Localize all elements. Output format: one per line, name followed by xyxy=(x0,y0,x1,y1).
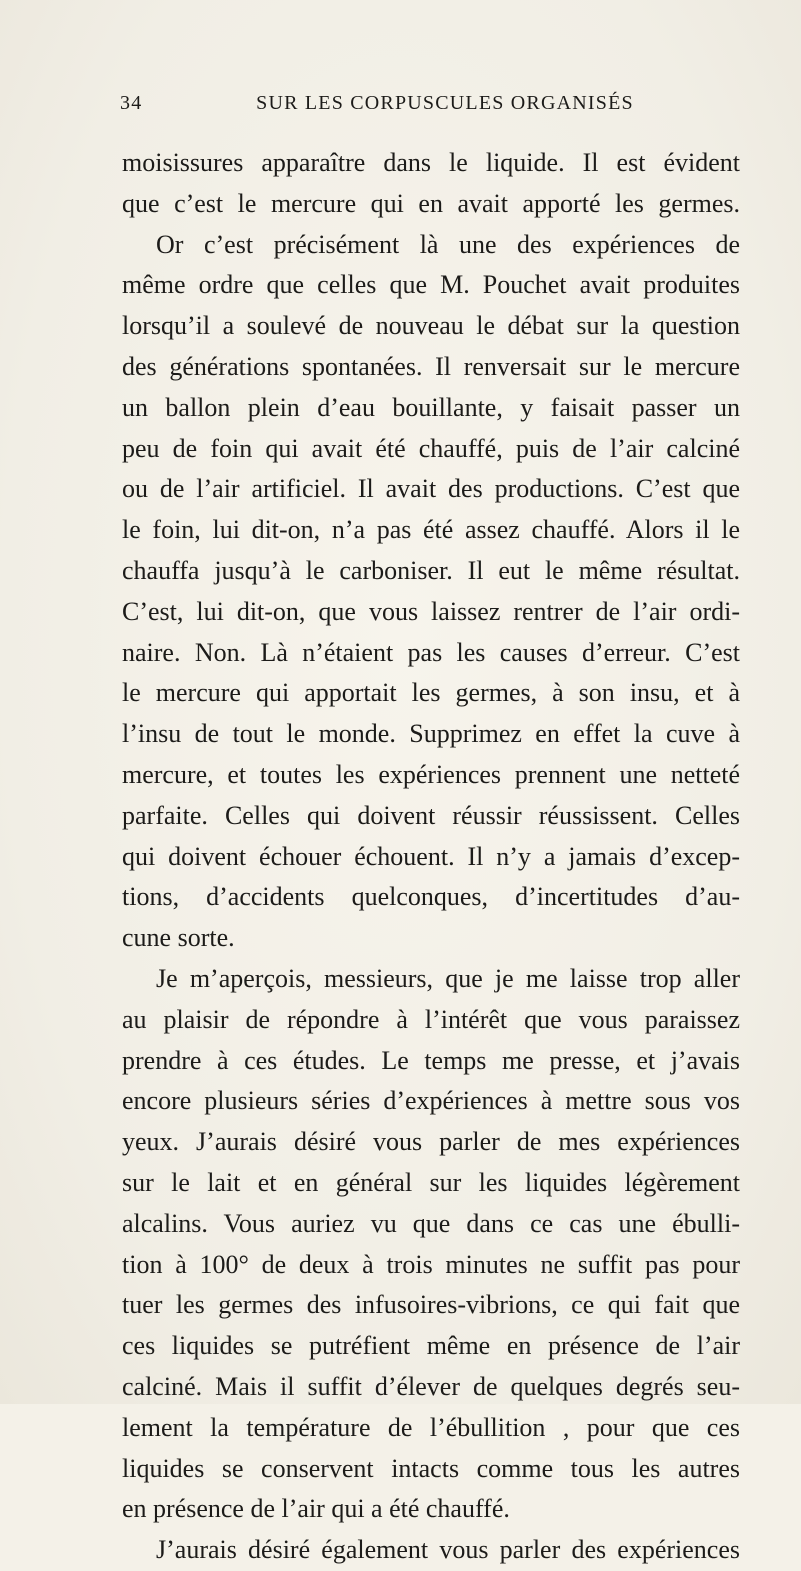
text-line: le mercure qui apportait les germes, à son insu, et à xyxy=(122,678,740,708)
text-line: liquides se conservent intacts comme tous les autres xyxy=(122,1453,740,1483)
text-line: ces liquides se putréfient même en présence de l’air xyxy=(122,1331,740,1361)
text-line: Je m’aperçois, messieurs, que je me laisse trop aller xyxy=(156,963,740,993)
text-line: l’insu de tout le monde. Supprimez en effet la cuve à xyxy=(122,719,740,749)
text-line: chauffa jusqu’à le carboniser. Il eut le même résultat. xyxy=(122,555,740,585)
text-line: tuer les germes des infusoires-vibrions, ce qui fait que xyxy=(122,1290,740,1320)
text-line: tions, d’accidents quelconques, d’incertitudes d’au- xyxy=(122,882,740,912)
text-line: un ballon plein d’eau bouillante, y faisait passer un xyxy=(122,392,740,422)
text-line: le foin, lui dit-on, n’a pas été assez chauffé. Alors il le xyxy=(122,515,740,545)
text-line: alcalins. Vous auriez vu que dans ce cas une ébulli- xyxy=(122,1208,740,1238)
text-line: yeux. J’aurais désiré vous parler de mes expériences xyxy=(122,1127,740,1157)
text-line: moisissures apparaître dans le liquide. Il est évident xyxy=(122,148,740,177)
text-line: Or c’est précisément là une des expériences de xyxy=(156,229,740,259)
text-line: au plaisir de répondre à l’intérêt que vous paraissez xyxy=(122,1004,740,1034)
body-text xyxy=(122,143,740,1571)
text-line: mercure, et toutes les expériences prennent une netteté xyxy=(122,759,740,789)
text-line: encore plusieurs séries d’expériences à mettre sous vos xyxy=(122,1086,740,1116)
text-line: sur le lait et en général sur les liquides légèrement xyxy=(122,1167,740,1197)
text-line: des générations spontanées. Il renversait sur le mercure xyxy=(122,351,740,381)
text-line: lement la température de l’ébullition , pour que ces xyxy=(122,1412,740,1442)
page-header xyxy=(120,92,740,122)
text-line: naire. Non. Là n’étaient pas les causes d’erreur. C’est xyxy=(122,637,740,667)
text-line: cune sorte. xyxy=(122,923,235,953)
text-line: que c’est le mercure qui en avait apporté les germes. xyxy=(122,188,740,218)
text-line: parfaite. Celles qui doivent réussir réussissent. Celles xyxy=(122,800,740,830)
text-line: calciné. Mais il suffit d’élever de quelques degrés seu- xyxy=(122,1371,740,1401)
text-line: qui doivent échouer échouent. Il n’y a jamais d’excep- xyxy=(122,841,740,871)
text-line: ou de l’air artificiel. Il avait des productions. C’est que xyxy=(122,474,740,504)
text-line: en présence de l’air qui a été chauffé. xyxy=(122,1494,510,1524)
text-line: même ordre que celles que M. Pouchet avait produites xyxy=(122,270,740,300)
text-line: tion à 100° de deux à trois minutes ne suffit pas pour xyxy=(122,1249,740,1279)
text-line: C’est, lui dit-on, que vous laissez rentrer de l’air ordi- xyxy=(122,596,740,626)
page-number: 34 xyxy=(120,92,143,114)
running-title: SUR LES CORPUSCULES ORGANISÉS xyxy=(256,92,634,114)
text-line: prendre à ces études. Le temps me presse, et j’avais xyxy=(122,1045,740,1075)
text-line: lorsqu’il a soulevé de nouveau le débat sur la question xyxy=(122,311,740,341)
text-line: peu de foin qui avait été chauffé, puis de l’air calciné xyxy=(122,433,740,463)
text-line: J’aurais désiré également vous parler des expériences xyxy=(156,1535,740,1565)
